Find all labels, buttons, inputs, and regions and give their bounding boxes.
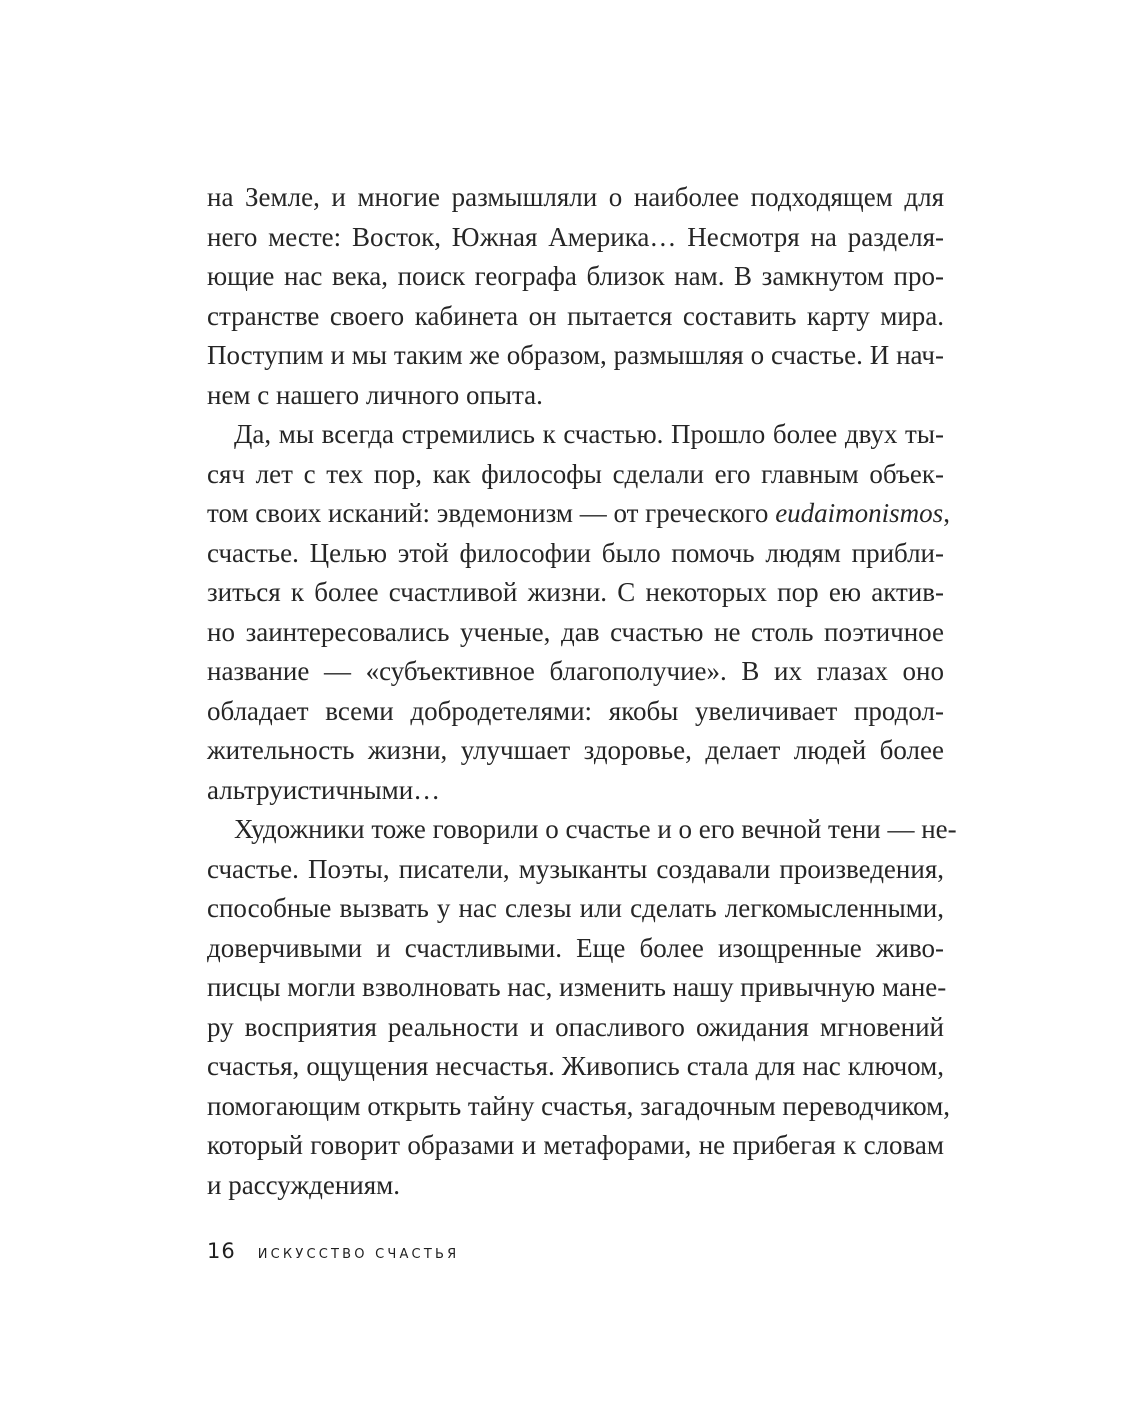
- text-line: название — «субъективное благополучие». В их глазах оно: [207, 656, 944, 686]
- text-line: который говорит образами и метафорами, не прибегая к словам: [207, 1130, 944, 1160]
- paragraph: [207, 178, 944, 415]
- text-line: счастья, ощущения несчастья. Живопись стала для нас ключом,: [207, 1051, 944, 1081]
- text-fragment: ,: [943, 498, 950, 528]
- text-line: писцы могли взволновать нас, изменить нашу привычную мане-: [207, 972, 947, 1002]
- text-line: и рассуждениям.: [207, 1169, 400, 1200]
- text-line: счастье. Целью этой философии было помочь людям прибли-: [207, 537, 944, 568]
- text-line: сяч лет с тех пор, как философы сделали его главным объек-: [207, 458, 944, 489]
- text-line: Художники тоже говорили о счастье и о его вечной тени — не-: [234, 814, 957, 844]
- text-line: зиться к более счастливой жизни. С некоторых пор ею актив-: [207, 577, 944, 607]
- text-line: [207, 494, 950, 534]
- text-line: помогающим открыть тайну счастья, загадочным переводчиком,: [207, 1090, 950, 1121]
- text-line: ру восприятия реальности и опасливого ожидания мгновений: [207, 1011, 944, 1042]
- text-line: нем с нашего личного опыта.: [207, 379, 543, 410]
- italic-term: eudaimonismos: [775, 498, 944, 528]
- text-line: него месте: Восток, Южная Америка… Несмотря на разделя-: [207, 221, 944, 252]
- body-text: [207, 178, 957, 1205]
- running-title: ИСКУССТВО СЧАСТЬЯ: [257, 1247, 460, 1262]
- text-line: Поступим и мы таким же образом, размышляя о счастье. И нач-: [207, 340, 944, 370]
- text-line: альтруистичными…: [207, 774, 441, 805]
- text-line: странстве своего кабинета он пытается составить карту мира.: [207, 300, 944, 331]
- paragraph: [207, 415, 950, 810]
- paragraph: [207, 810, 957, 1205]
- text-line: доверчивыми и счастливыми. Еще более изощренные живо-: [207, 932, 944, 963]
- text-line: ющие нас века, поиск географа близок нам. В замкнутом про-: [207, 261, 944, 291]
- text-line: обладает всеми добродетелями: якобы увеличивает продол-: [207, 695, 944, 726]
- text-line: на Земле, и многие размышляли о наиболее подходящем для: [207, 182, 944, 212]
- text-line: способные вызвать у нас слезы или сделать легкомысленными,: [207, 893, 944, 923]
- text-fragment: том своих исканий: эвдемонизм — от греческого: [207, 498, 776, 528]
- page-footer: [207, 1239, 459, 1265]
- text-line: но заинтересовались ученые, дав счастью не столь поэтичное: [207, 616, 944, 647]
- text-line: Да, мы всегда стремились к счастью. Прошло более двух ты-: [234, 419, 944, 449]
- page-number: 16: [207, 1239, 236, 1263]
- text-line: счастье. Поэты, писатели, музыканты создавали произведения,: [207, 853, 944, 884]
- text-line: жительность жизни, улучшает здоровье, делает людей более: [207, 735, 944, 765]
